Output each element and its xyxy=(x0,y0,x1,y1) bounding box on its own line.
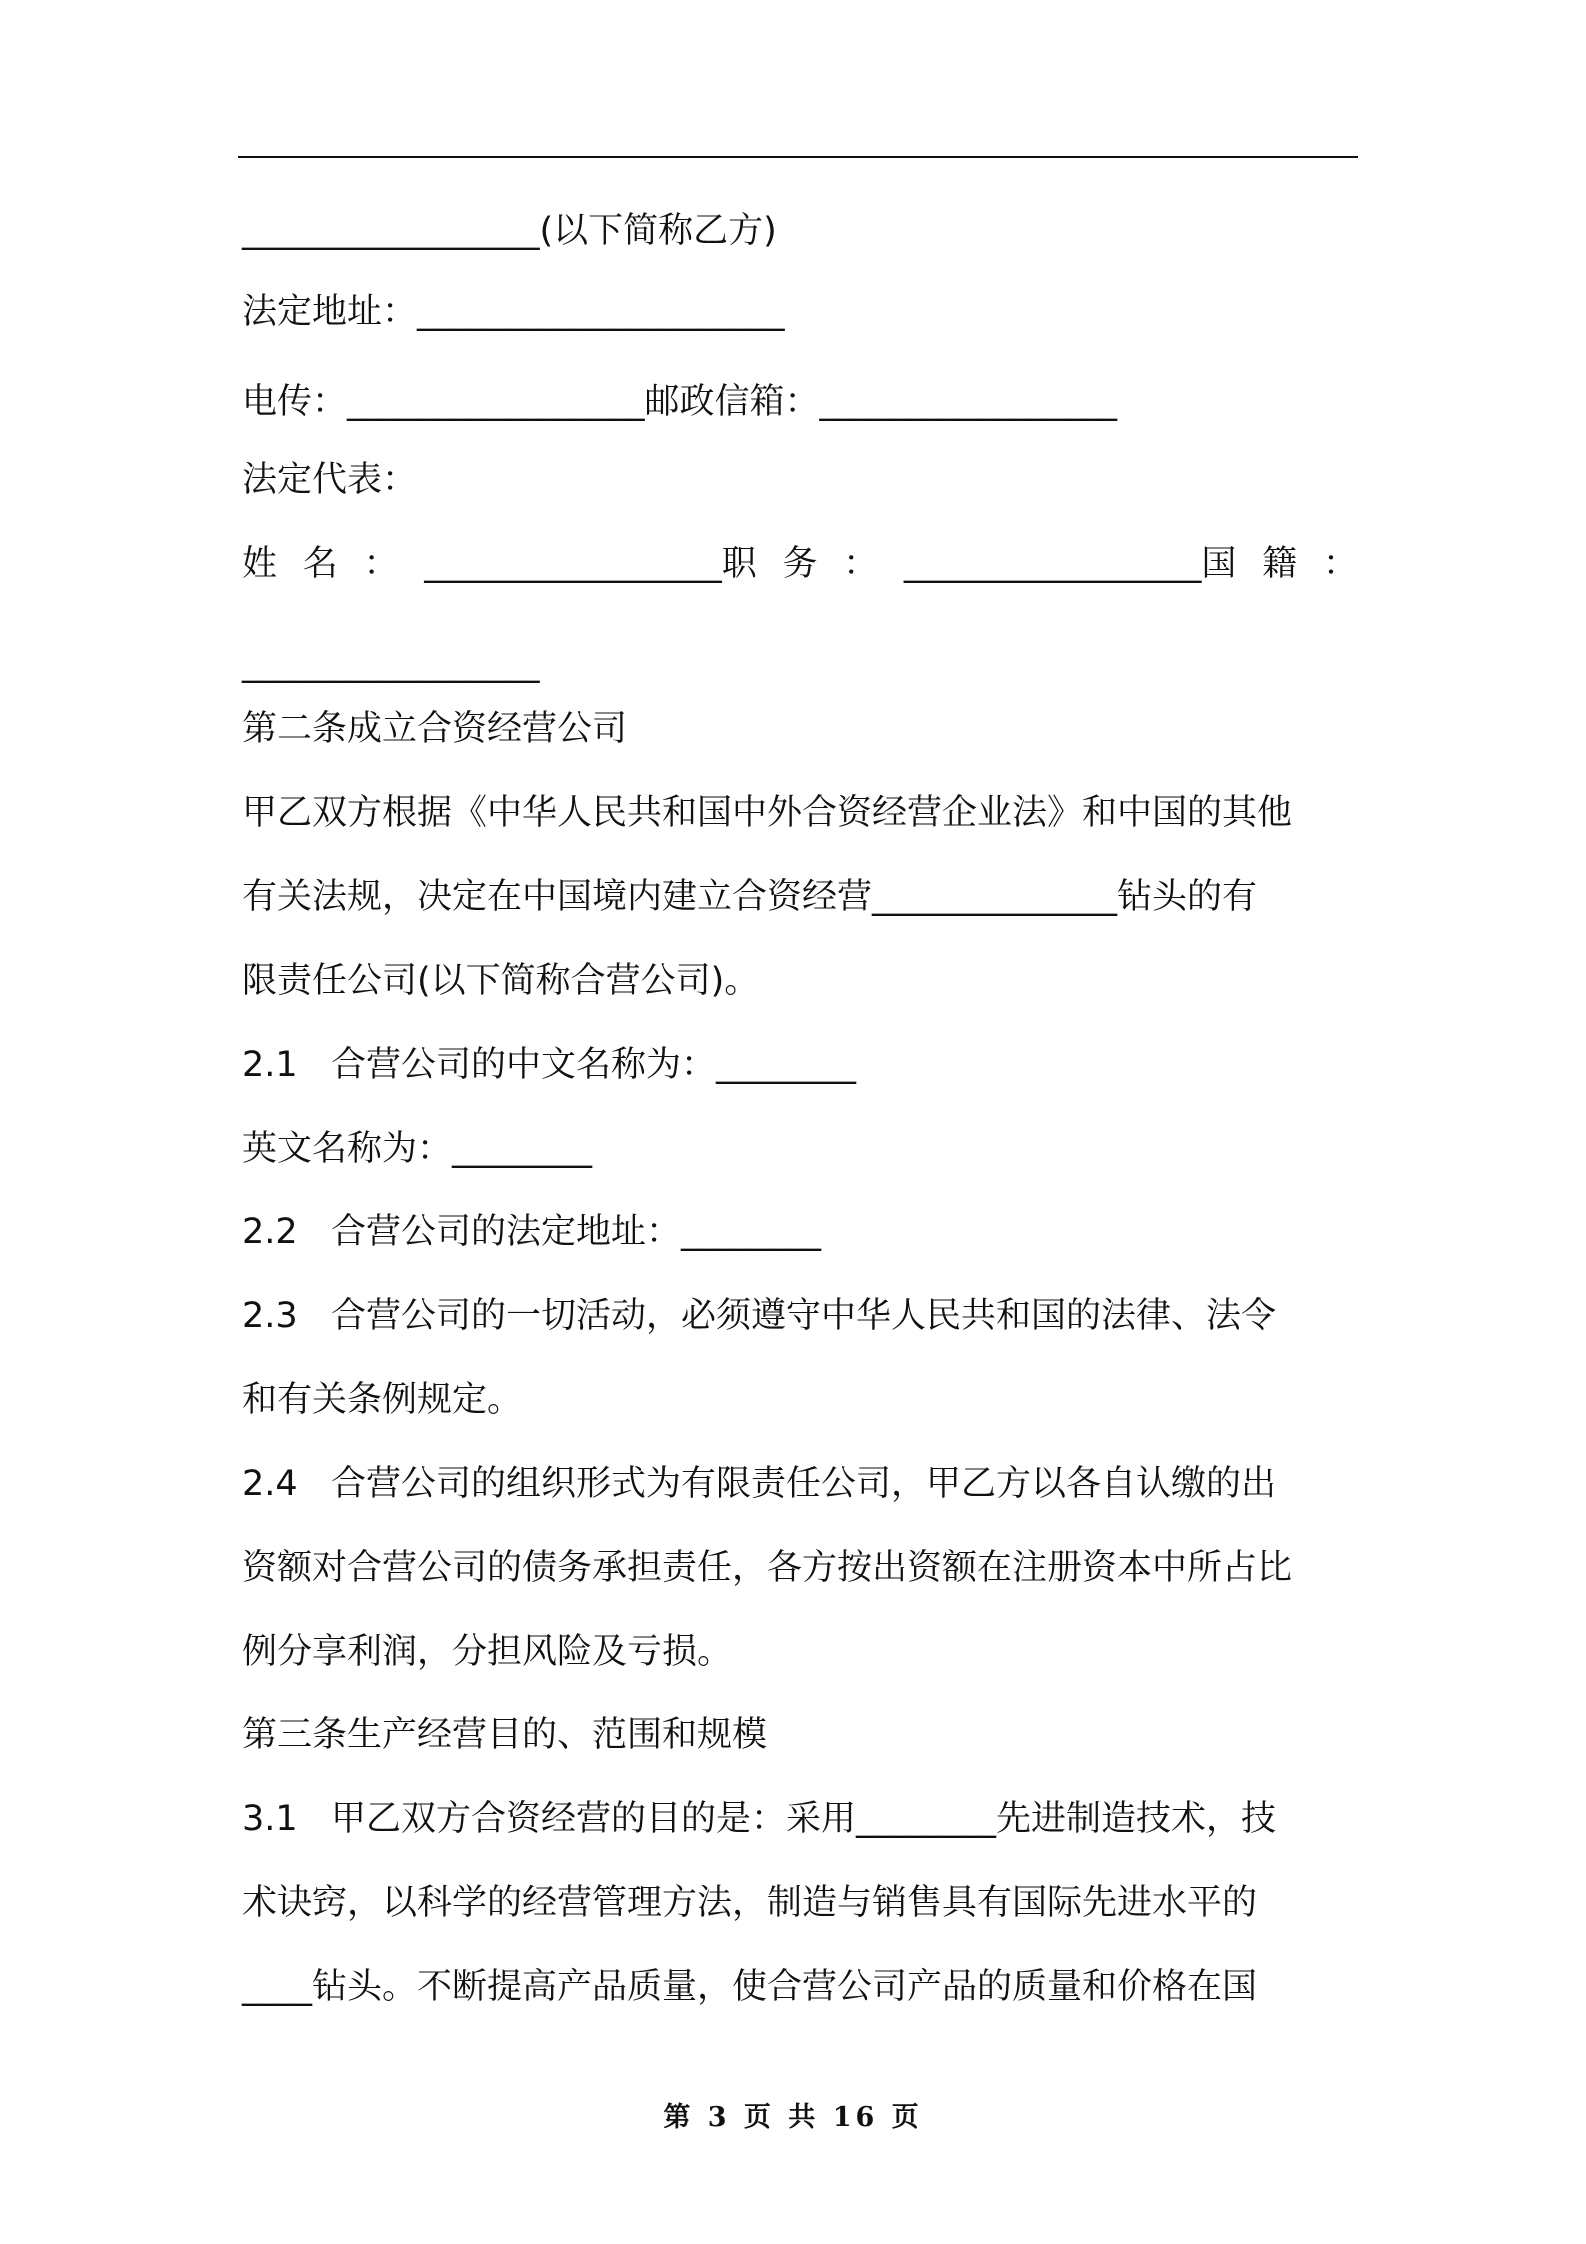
representative-field-part: 名 xyxy=(302,544,338,584)
article-2-para-line-1: 甲乙双方根据《中华人民共和国中外合资经营企业法》和中国的其他 xyxy=(242,793,1293,833)
representative-field-part: 籍 xyxy=(1262,544,1298,584)
header-rule xyxy=(238,156,1358,158)
nationality-blank-line: _________________ xyxy=(242,644,540,684)
telex-postbox-line: 电传：_________________邮政信箱：_________________ xyxy=(242,382,1118,422)
legal-address-line: 法定地址：_____________________ xyxy=(242,292,785,332)
representative-field-part: _________________职 xyxy=(424,544,757,584)
article-2-para-line-2: 有关法规，决定在中国境内建立合资经营______________钻头的有 xyxy=(242,877,1258,917)
clause-2-4-line-3: 例分享利润，分担风险及亏损。 xyxy=(242,1632,733,1672)
clause-3-1-line-2: 术诀窍，以科学的经营管理方法，制造与销售具有国际先进水平的 xyxy=(242,1883,1258,1923)
representative-field-part: 务 xyxy=(782,544,818,584)
party-b-name-line: _________________(以下简称乙方) xyxy=(242,211,777,251)
clause-2-4-line-2: 资额对合营公司的债务承担责任，各方按出资额在注册资本中所占比 xyxy=(242,1548,1293,1588)
clause-2-1: 2.1 合营公司的中文名称为：________ xyxy=(242,1045,857,1085)
representative-field-part: _________________国 xyxy=(903,544,1237,584)
clause-3-1-line-1: 3.1 甲乙双方合资经营的目的是：采用________先进制造技术，技 xyxy=(242,1799,1277,1839)
clause-2-1-english-name: 英文名称为：________ xyxy=(242,1129,593,1169)
article-2-para-line-3: 限责任公司(以下简称合营公司)。 xyxy=(242,961,760,1001)
legal-representative-label: 法定代表： xyxy=(242,460,418,500)
name-label: 姓 xyxy=(242,544,278,584)
article-3-heading: 第三条生产经营目的、范围和规模 xyxy=(242,1715,768,1755)
clause-2-2: 2.2 合营公司的法定地址：________ xyxy=(242,1212,822,1252)
article-2-heading: 第二条成立合资经营公司 xyxy=(242,709,628,749)
representative-details-line xyxy=(242,540,1358,588)
clause-2-3-line-1: 2.3 合营公司的一切活动，必须遵守中华人民共和国的法律、法令 xyxy=(242,1296,1277,1336)
representative-field-part: ： xyxy=(363,544,399,584)
clause-2-3-line-2: 和有关条例规定。 xyxy=(242,1380,523,1420)
representative-field-part: ： xyxy=(1322,544,1358,584)
representative-field-part: ： xyxy=(843,544,879,584)
page-number-footer: 第 3 页 共 16 页 xyxy=(663,2102,923,2133)
clause-3-1-line-3: ____钻头。不断提高产品质量，使合营公司产品的质量和价格在国 xyxy=(242,1967,1258,2007)
clause-2-4-line-1: 2.4 合营公司的组织形式为有限责任公司，甲乙方以各自认缴的出 xyxy=(242,1464,1277,1504)
